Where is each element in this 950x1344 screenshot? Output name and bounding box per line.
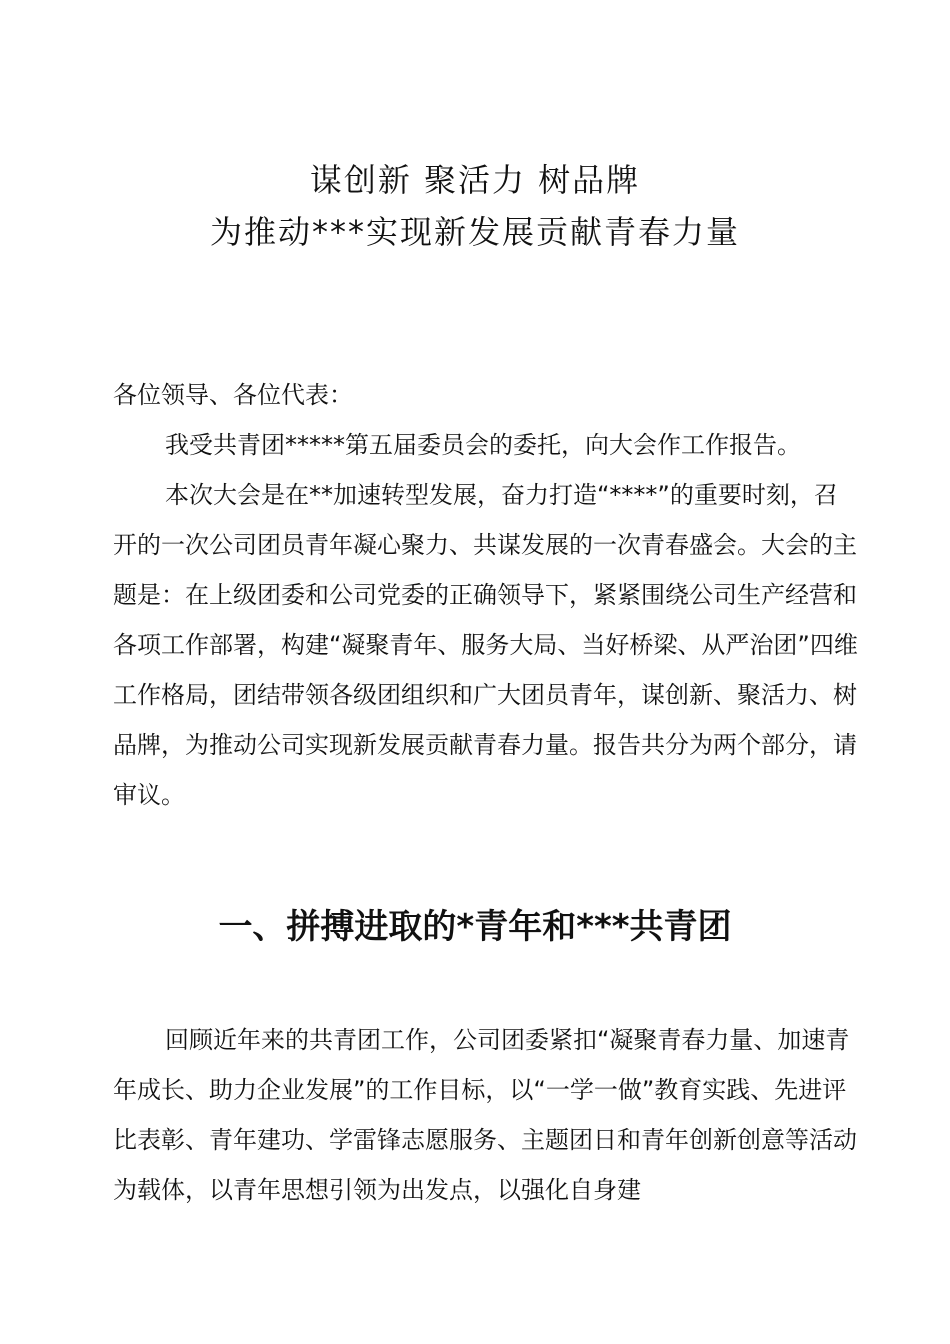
salutation: 各位领导、各位代表： [113, 381, 353, 409]
section-1-paragraph: 回顾近年来的共青团工作，公司团委紧扣“凝聚青春力量、加速青年成长、助力企业发展”的工作目标，以“一学一做”教育实践、先进评比表彰、青年建功、学雷锋志愿服务、主题团日和青年创新创意等活动为载体，以青年思想引领为出发点，以强化自身建 [113, 1026, 857, 1204]
document-title-line-2: 为推动***实现新发展贡献青春力量 [209, 213, 740, 251]
document-title-line-1: 谋创新 聚活力 树品牌 [309, 161, 641, 199]
paragraph-1: 我受共青团*****第五届委员会的委托，向大会作工作报告。 [165, 431, 801, 459]
paragraph-2: 本次大会是在**加速转型发展，奋力打造“****”的重要时刻，召开的一次公司团员青年凝心聚力、共谋发展的一次青春盛会。大会的主题是：在上级团委和公司党委的正确领导下，紧紧围绕公司生产经营和各项工作部署，构建“凝聚青年、服务大局、当好桥梁、从严治团”四维工作格局，团结带领各级团组织和广大团员青年，谋创新、聚活力、树品牌，为推动公司实现新发展贡献青春力量。报告共分为两个部分，请审议。 [113, 481, 858, 809]
section-heading: 一、拼搏进取的*青年和***共青团 [218, 907, 732, 947]
